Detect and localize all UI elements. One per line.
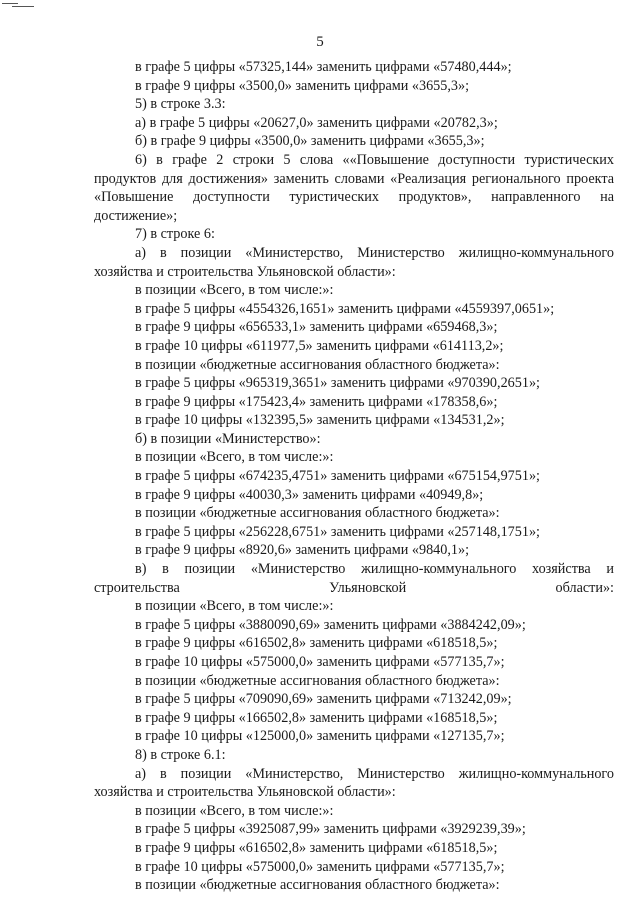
paragraph: в позиции «бюджетные ассигнования областного бюджета»: <box>135 356 500 373</box>
paragraph: в графе 10 цифры «575000,0» заменить цифрами «577135,7»; <box>135 858 505 875</box>
paragraph: а) в позиции «Министерство, Министерство жилищно-коммунального хозяйства и строительства Ульяновской области»: <box>94 244 614 280</box>
paragraph: а) в графе 5 цифры «20627,0» заменить цифрами «20782,3»; <box>135 114 498 131</box>
paragraph: в) в позиции «Министерство жилищно-коммунального хозяйства и строительства Ульяновской области»: <box>94 561 614 596</box>
paragraph: в позиции «бюджетные ассигнования областного бюджета»: <box>135 877 500 894</box>
paragraph: в графе 5 цифры «709090,69» заменить цифрами «713242,09»; <box>135 691 512 708</box>
paragraph: в графе 5 цифры «4554326,1651» заменить цифрами «4559397,0651»; <box>135 300 555 317</box>
paragraph: в графе 9 цифры «3500,0» заменить цифрами «3655,3»; <box>135 77 470 94</box>
paragraph: в позиции «бюджетные ассигнования областного бюджета»: <box>135 672 500 689</box>
paragraph: в графе 10 цифры «132395,5» заменить цифрами «134531,2»; <box>135 412 505 429</box>
paragraph: 8) в строке 6.1: <box>135 746 226 763</box>
paragraph: в графе 9 цифры «8920,6» заменить цифрами «9840,1»; <box>135 542 470 559</box>
paragraph: 5) в строке 3.3: <box>135 96 226 113</box>
paragraph: в графе 9 цифры «656533,1» заменить цифрами «659468,3»; <box>135 319 498 336</box>
page-number: 5 <box>316 34 324 50</box>
paragraph: в графе 5 цифры «256228,6751» заменить цифрами «257148,1751»; <box>135 523 540 540</box>
paragraph: в графе 9 цифры «175423,4» заменить цифрами «178358,6»; <box>135 393 498 410</box>
paragraph: в графе 9 цифры «40030,3» заменить цифрами «40949,8»; <box>135 486 484 503</box>
paragraph: в позиции «Всего, в том числе:»: <box>135 282 334 299</box>
scan-corner-mark <box>0 0 40 10</box>
paragraph: в графе 10 цифры «125000,0» заменить цифрами «127135,7»; <box>135 728 505 745</box>
paragraph: 7) в строке 6: <box>135 226 215 243</box>
paragraph: 6) в графе 2 строки 5 слова ««Повышение доступности туристических продуктов для достижения» заменить словами «Реализация регионального проекта «Повышение доступности туристических продуктов», направленного на достижение»; <box>94 151 614 224</box>
paragraph: в графе 5 цифры «3880090,69» заменить цифрами «3884242,09»; <box>135 616 526 633</box>
paragraph: в графе 10 цифры «611977,5» заменить цифрами «614113,2»; <box>135 337 504 354</box>
paragraph: в графе 5 цифры «674235,4751» заменить цифрами «675154,9751»; <box>135 468 540 485</box>
paragraph: а) в позиции «Министерство, Министерство жилищно-коммунального хозяйства и строительства Ульяновской области»: <box>94 765 614 801</box>
paragraph: б) в графе 9 цифры «3500,0» заменить цифрами «3655,3»; <box>135 133 485 150</box>
paragraph: в графе 9 цифры «616502,8» заменить цифрами «618518,5»; <box>135 839 498 856</box>
paragraph: в графе 5 цифры «57325,144» заменить цифрами «57480,444»; <box>135 59 512 75</box>
paragraph: в позиции «Всего, в том числе:»: <box>135 598 334 615</box>
paragraph: б) в позиции «Министерство»: <box>135 430 321 447</box>
paragraph: в графе 10 цифры «575000,0» заменить цифрами «577135,7»; <box>135 654 505 670</box>
paragraph: в графе 9 цифры «616502,8» заменить цифрами «618518,5»; <box>135 635 498 652</box>
paragraph: в графе 9 цифры «166502,8» заменить цифрами «168518,5»; <box>135 709 498 726</box>
paragraph: в позиции «Всего, в том числе:»: <box>135 802 334 819</box>
paragraph: в графе 5 цифры «965319,3651» заменить цифрами «970390,2651»; <box>135 375 540 392</box>
document-body <box>94 58 614 895</box>
paragraph: в позиции «бюджетные ассигнования областного бюджета»: <box>135 505 500 522</box>
paragraph: в позиции «Всего, в том числе:»: <box>135 449 334 466</box>
paragraph: в графе 5 цифры «3925087,99» заменить цифрами «3929239,39»; <box>135 821 526 838</box>
